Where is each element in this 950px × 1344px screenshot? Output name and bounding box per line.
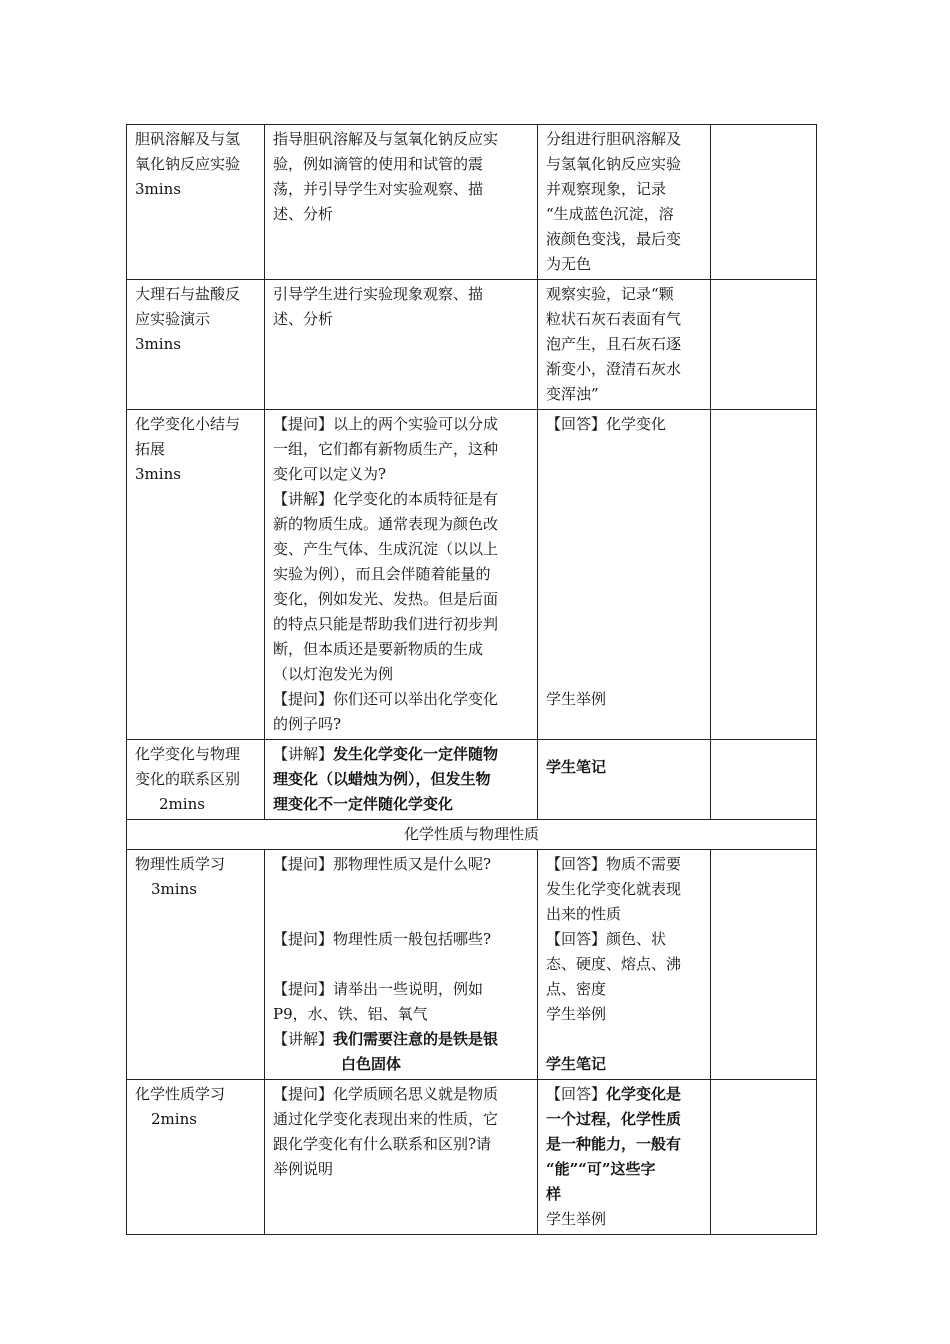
teacher-activity-cell: 【提问】以上的两个实验可以分成 一组，它们都有新物质生产，这种 变化可以定义为? 【讲解】化学变化的本质特征是有 新的物质生成。通常表现为颜色改 变、产生气体、生成沉淀（以以上 实验为例），而且会伴随着能量的 变化，例如发光、发热。但是后面 的特点只能是帮助我们进行初步判 断，但本质还是要新物质的生成 （以灯泡发光为例 【提问】你们还可以举出化学变化 的例子吗?: [265, 410, 538, 740]
topic-cell: 物理性质学习 3mins: [127, 850, 265, 1080]
student-activity-cell: 【回答】物质不需要 发生化学变化就表现 出来的性质 【回答】颜色、状 态、硬度、熔点、沸 点、密度 学生举例 学生笔记: [538, 850, 711, 1080]
student-activity-cell: 观察实验，记录“颗 粒状石灰石表面有气 泡产生，且石灰石逐 渐变小，澄清石灰水 变浑浊”: [538, 280, 711, 410]
table-row: [127, 740, 817, 820]
table-row: [127, 280, 817, 410]
student-activity-cell: 分组进行胆矾溶解及 与氢氧化钠反应实验 并观察现象，记录 “生成蓝色沉淀，溶 液颜色变浅，最后变 为无色: [538, 125, 711, 280]
teacher-activity-cell: 【提问】化学质顾名思义就是物质 通过化学变化表现出来的性质，它 跟化学变化有什么联系和区别?请 举例说明: [265, 1080, 538, 1235]
topic-cell: 胆矾溶解及与氢 氧化钠反应实验 3mins: [127, 125, 265, 280]
teacher-activity-cell: 【讲解】发生化学变化一定伴随物 理变化（以蜡烛为例），但发生物 理变化不一定伴随化学变化: [265, 740, 538, 820]
notes-cell: [711, 1080, 817, 1235]
section-title: 化学性质与物理性质: [127, 820, 817, 850]
notes-cell: [711, 850, 817, 1080]
student-activity-cell: 【回答】化学变化是 一个过程，化学性质 是一种能力，一般有 “能”“可”这些字 样 学生举例: [538, 1080, 711, 1235]
topic-cell: 化学性质学习 2mins: [127, 1080, 265, 1235]
topic-cell: 化学变化与物理 变化的联系区别 2mins: [127, 740, 265, 820]
notes-cell: [711, 410, 817, 740]
table-row: [127, 820, 817, 850]
notes-cell: [711, 280, 817, 410]
notes-cell: [711, 125, 817, 280]
teacher-activity-cell: 指导胆矾溶解及与氢氧化钠反应实 验，例如滴管的使用和试管的震 荡，并引导学生对实验观察、描 述、分析: [265, 125, 538, 280]
notes-cell: [711, 740, 817, 820]
student-activity-cell: 【回答】化学变化 学生举例: [538, 410, 711, 740]
student-activity-cell: 学生笔记: [538, 740, 711, 820]
lesson-plan-table: [126, 124, 817, 1235]
table-row: [127, 850, 817, 1080]
teacher-activity-cell: 引导学生进行实验现象观察、描 述、分析: [265, 280, 538, 410]
table-row: [127, 410, 817, 740]
topic-cell: 大理石与盐酸反 应实验演示 3mins: [127, 280, 265, 410]
table-row: [127, 1080, 817, 1235]
topic-cell: 化学变化小结与 拓展 3mins: [127, 410, 265, 740]
table-row: [127, 125, 817, 280]
teacher-activity-cell: 【提问】那物理性质又是什么呢? 【提问】物理性质一般包括哪些? 【提问】请举出一些说明，例如 P9，水、铁、铝、氧气 【讲解】我们需要注意的是铁是银 白色固体: [265, 850, 538, 1080]
